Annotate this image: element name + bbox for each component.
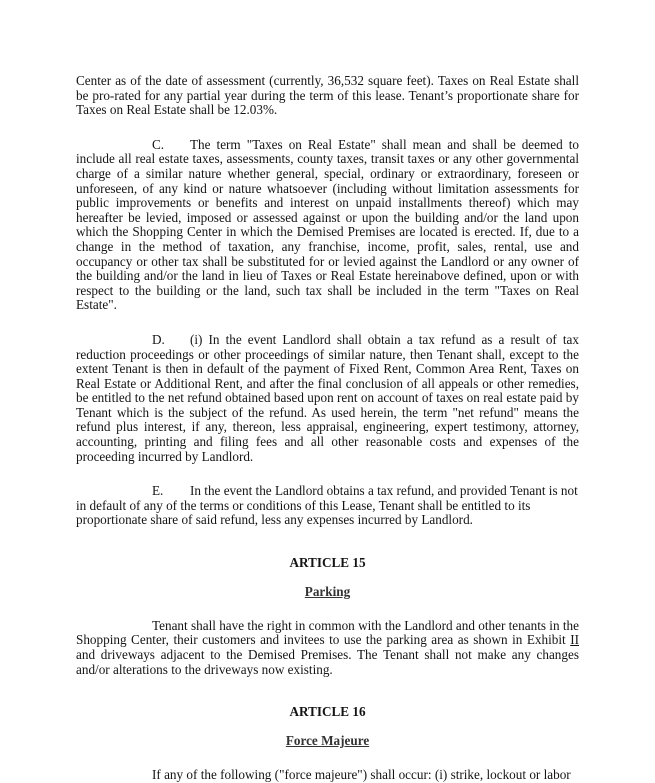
article-16-body: If any of the following ("force majeure") shall occur: (i) strike, lockout or labor — [152, 766, 571, 782]
section-e-line-2: in default of any of the terms or conditions of this Lease, Tenant shall be entitled to its — [76, 497, 531, 513]
article-15-body-before: Tenant shall have the right in common with the Landlord and other tenants in the Shopping Center, their customers and invitees to use the parking area as shown in Exhibit — [76, 617, 579, 648]
article-15-title: Parking — [304, 584, 351, 600]
section-c-text: The term "Taxes on Real Estate" shall mean and shall be deemed to include all real estate taxes, assessments, county taxes, transit taxes or any other governmental charge of a similar nature whether general, special, ordinary or extraordinary, foreseen or unforeseen, of any kind or nature whatsoever (including without limitation assessments for public improvements or benefits and interest on unpaid installments thereof) which may hereafter be levied, imposed or assessed against or upon the building and/or the land upon which the Shopping Center in which the Demised Premises are located is erected. If, due to a change in the method of taxation, any franchise, income, profit, sales, rental, use and occupancy or other tax shall be substituted for or levied against the Landlord or any owner of the building and/or the land in lieu of Taxes or Real Estate hereinabove defined, upon or with respect to the building or the land, such tax shall be included in the term "Taxes on Real Estate". — [76, 136, 579, 313]
section-d-text: (i) In the event Landlord shall obtain a tax refund as a result of tax reduction proceedings or other proceedings of similar nature, then Tenant shall, except to the extent Tenant is then in default of the payment of Fixed Rent, Common Area Rent, Taxes on Real Estate or Additional Rent, and after the final conclusion of all appeals or other remedies, be entitled to the net refund obtained based upon rent on account of taxes on real estate paid by Tenant which is the subject of the refund. As used herein, the term "net refund" means the refund plus interest, if any, thereon, less appraisal, engineering, expert testimony, attorney, accounting, printing and filing fees and all other reasonable costs and expenses of the proceeding incurred by Landlord. — [76, 331, 579, 464]
section-d-paragraph — [76, 333, 579, 464]
section-e-line-1 — [76, 484, 579, 499]
section-e-line-3: proportionate share of said refund, less any expenses incurred by Landlord. — [76, 512, 473, 528]
section-c-paragraph — [76, 138, 579, 313]
section-d-label: D. — [152, 331, 165, 347]
intro-paragraph: Center as of the date of assessment (currently, 36,532 square feet). Taxes on Real Estate shall be pro-rated for any partial year during the term of this lease. Tenant’s proportionate share for Taxes on Real Estate shall be 12.03%. — [76, 73, 579, 118]
section-c-label: C. — [152, 136, 165, 152]
article-16-heading: ARTICLE 16 — [289, 704, 366, 720]
article-15-body — [76, 619, 579, 677]
document-page — [76, 74, 579, 783]
section-e-text-line-1: In the event the Landlord obtains a tax refund, and provided Tenant is not — [190, 483, 578, 499]
section-e-label: E. — [152, 483, 164, 499]
article-16-title: Force Majeure — [285, 733, 370, 749]
article-15-body-after: and driveways adjacent to the Demised Premises. The Tenant shall not make any changes and/or alterations to the driveways now existing. — [76, 647, 579, 677]
exhibit-reference: II — [570, 632, 579, 648]
section-e-paragraph — [76, 484, 579, 528]
article-15-heading: ARTICLE 15 — [289, 555, 366, 571]
